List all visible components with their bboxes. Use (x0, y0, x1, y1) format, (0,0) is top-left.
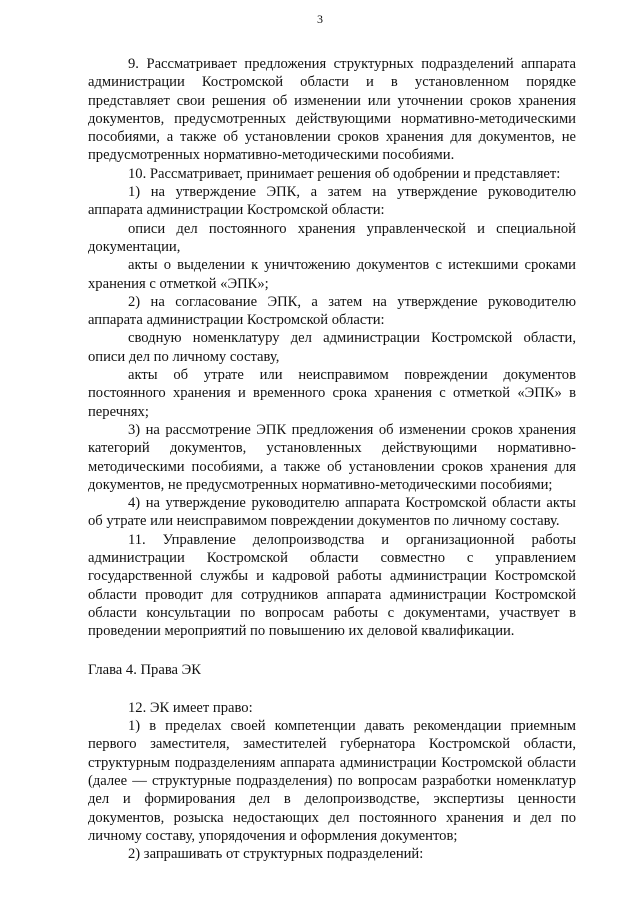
paragraph-9: 9. Рассматривает предложения структурных подразделений аппарата администрации Костромской области и в установленном порядке представляет свои решения об изменении или уточнении сроков хранения документов, предусмотренных действующими нормативно-методическими пособиями, а также об установлении сроков хранения для документов, не предусмотренных нормативно-методическими пособиями. (88, 56, 576, 164)
paragraph-12-item-1: 1) в пределах своей компетенции давать рекомендации приемным первого заместителя, заместителей губернатора Костромской области, структурным подразделениям аппарата администрации Костромской области (далее — структурные подразделения) по вопросам разработки номенклатур дел и формирования дел в делопроизводстве, экспертизы ценности документов, розыска недостающих дел постоянного хранения и дел по личному составу, упорядочения и оформления документов; (88, 718, 576, 844)
paragraph-10: 10. Рассматривает, принимает решения об одобрении и представляет: (128, 165, 561, 182)
paragraph-12-item-2: 2) запрашивать от структурных подразделений: (128, 846, 424, 863)
paragraph-12: 12. ЭК имеет право: (128, 699, 253, 716)
paragraph-10-item-3: 3) на рассмотрение ЭПК предложения об изменении сроков хранения категорий документов, установленных действующими нормативно-методическими пособиями, а также об установлении сроков хранения для документов, не предусмотренных нормативно-методическими пособиями; (88, 421, 576, 493)
paragraph-10-item-2: 2) на согласование ЭПК, а затем на утверждение руководителю аппарата администрации Костромской области: (88, 293, 576, 329)
paragraph-11: 11. Управление делопроизводства и организационной работы администрации Костромской области совместно с управлением государственной службы и кадровой работы администрации Костромской области проводит для сотрудников аппарата администрации Костромской области консультации по вопросам работы с документами, участвует в проведении мероприятий по повышению их деловой квалификации. (88, 531, 576, 640)
paragraph-10-item-2-nomenclature: сводную номенклатуру дел администрации Костромской области, описи дел по личному составу, (88, 330, 576, 365)
paragraph-10-item-1-acts: акты о выделении к уничтожению документов с истекшими сроками хранения с отметкой «ЭПК»; (88, 257, 576, 292)
paragraph-10-item-2-acts: акты об утрате или неисправимом повреждении документов постоянного хранения и временного срока хранения с отметкой «ЭПК» в перечнях; (88, 367, 576, 420)
paragraph-10-item-1-inventories: описи дел постоянного хранения управленческой и специальной документации, (88, 220, 576, 255)
page-number: 3 (317, 12, 323, 26)
paragraph-10-item-4: 4) на утверждение руководителю аппарата Костромской области акты об утрате или неисправимом повреждении документов по личному составу. (88, 495, 576, 530)
chapter-title: Глава 4. Права ЭК (88, 661, 202, 678)
paragraph-10-item-1: 1) на утверждение ЭПК, а затем на утверждение руководителю аппарата администрации Костромской области: (88, 184, 576, 219)
document-body (88, 55, 576, 863)
